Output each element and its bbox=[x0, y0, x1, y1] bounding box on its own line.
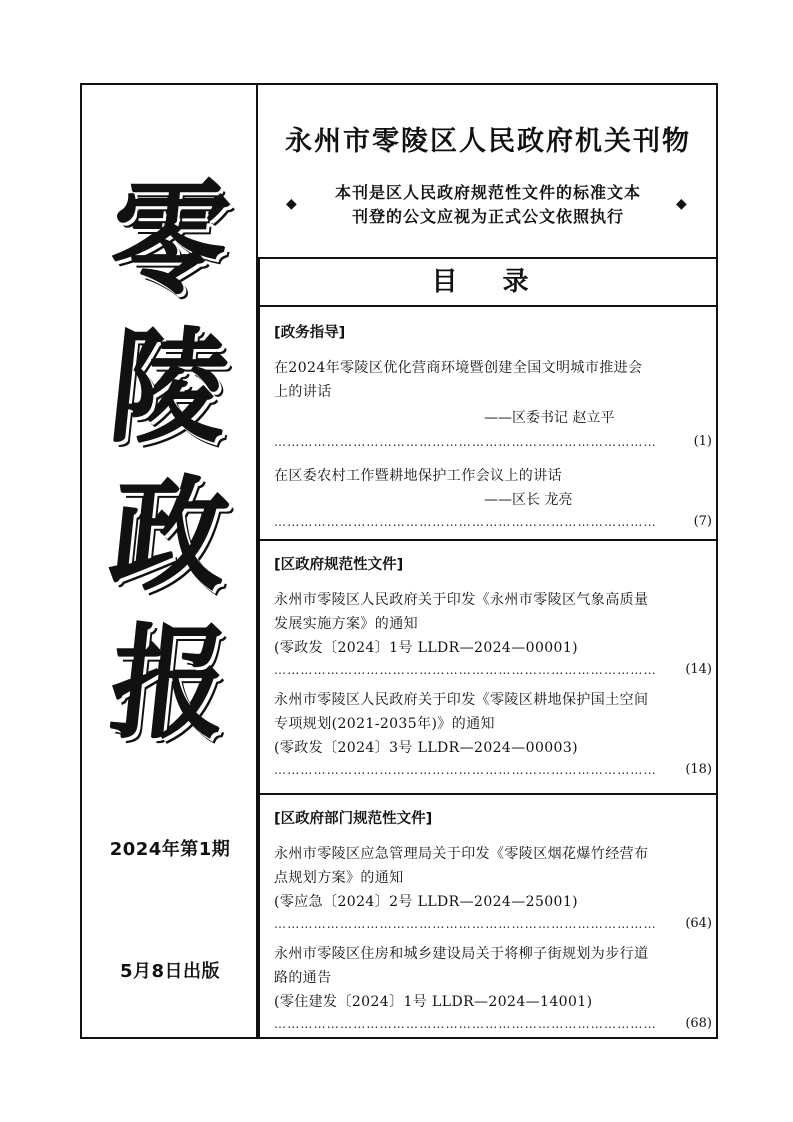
section-title: [政务指导] bbox=[274, 325, 346, 341]
leader-dots: …………………………………………………………………………… bbox=[274, 515, 657, 529]
masthead-char-2: 陵 bbox=[104, 315, 236, 461]
entry-page-number[interactable]: (18) bbox=[685, 762, 712, 777]
entry-title-line[interactable]: 永州市零陵区住房和城乡建设局关于将柳子街规划为步行道 bbox=[274, 946, 649, 962]
page-frame bbox=[80, 83, 718, 1039]
entry-doc-number: (零住建发〔2024〕1号 LLDR—2024—14001) bbox=[274, 994, 593, 1010]
leader-dots: …………………………………………………………………………… bbox=[274, 663, 657, 677]
entry-author: ——区委书记 赵立平 bbox=[484, 410, 615, 426]
entry-title-line[interactable]: 永州市零陵区人民政府关于印发《永州市零陵区气象高质量 bbox=[274, 592, 649, 608]
diamond-left-icon: ◆ bbox=[286, 196, 297, 212]
motto bbox=[258, 181, 718, 229]
leader-dots: …………………………………………………………………………… bbox=[274, 917, 657, 931]
entry-page-number[interactable]: (1) bbox=[693, 434, 712, 449]
entry-title-line[interactable]: 点规划方案》的通知 bbox=[274, 870, 404, 886]
entry-title-line[interactable]: 在区委农村工作暨耕地保护工作会议上的讲话 bbox=[274, 468, 562, 484]
entry-title-line[interactable]: 永州市零陵区应急管理局关于印发《零陵区烟花爆竹经营布 bbox=[274, 846, 649, 862]
toc-section-2 bbox=[260, 541, 718, 795]
entry-page-number[interactable]: (14) bbox=[685, 662, 712, 677]
table-of-contents bbox=[258, 257, 718, 1039]
entry-page-number[interactable]: (68) bbox=[685, 1016, 712, 1031]
section-title: [区政府部门规范性文件] bbox=[274, 811, 433, 827]
issue-date: 5月8日出版 bbox=[119, 961, 221, 982]
leader-dots: …………………………………………………………………………… bbox=[274, 1017, 657, 1031]
toc-section-1 bbox=[260, 307, 718, 541]
entry-doc-number: (零应急〔2024〕2号 LLDR—2024—25001) bbox=[274, 894, 579, 910]
leader-dots: …………………………………………………………………………… bbox=[274, 435, 657, 449]
toc-heading: 目 录 bbox=[260, 259, 718, 307]
toc-section-3 bbox=[260, 795, 718, 1039]
masthead-char-4: 报 bbox=[104, 611, 236, 757]
publication-title: 永州市零陵区人民政府机关刊物 bbox=[285, 126, 691, 157]
entry-title-line[interactable]: 上的讲话 bbox=[274, 384, 332, 400]
entry-title-line[interactable]: 在2024年零陵区优化营商环境暨创建全国文明城市推进会 bbox=[274, 360, 643, 376]
motto-line-1: 本刊是区人民政府规范性文件的标准文本 bbox=[334, 183, 641, 202]
entry-page-number[interactable]: (64) bbox=[685, 916, 712, 931]
entry-doc-number: (零政发〔2024〕1号 LLDR—2024—00001) bbox=[274, 640, 579, 656]
entry-title-line[interactable]: 专项规划(2021-2035年)》的通知 bbox=[274, 716, 495, 732]
masthead-char-3: 政 bbox=[104, 463, 236, 609]
masthead-column bbox=[82, 85, 258, 1037]
motto-line-2: 刊登的公文应视为正式公文依照执行 bbox=[351, 207, 624, 226]
section-title: [区政府规范性文件] bbox=[274, 557, 404, 573]
issue-number: 2024年第1期 bbox=[109, 839, 231, 860]
entry-title-line[interactable]: 路的通告 bbox=[274, 970, 332, 986]
header bbox=[258, 85, 718, 257]
leader-dots: …………………………………………………………………………… bbox=[274, 763, 657, 777]
entry-title-line[interactable]: 永州市零陵区人民政府关于印发《零陵区耕地保护国土空间 bbox=[274, 692, 649, 708]
entry-doc-number: (零政发〔2024〕3号 LLDR—2024—00003) bbox=[274, 740, 579, 756]
entry-page-number[interactable]: (7) bbox=[693, 514, 712, 529]
entry-title-line[interactable]: 发展实施方案》的通知 bbox=[274, 616, 418, 632]
masthead-char-1: 零 bbox=[104, 167, 236, 313]
diamond-right-icon: ◆ bbox=[676, 196, 687, 212]
entry-author: ——区长 龙亮 bbox=[484, 492, 573, 508]
